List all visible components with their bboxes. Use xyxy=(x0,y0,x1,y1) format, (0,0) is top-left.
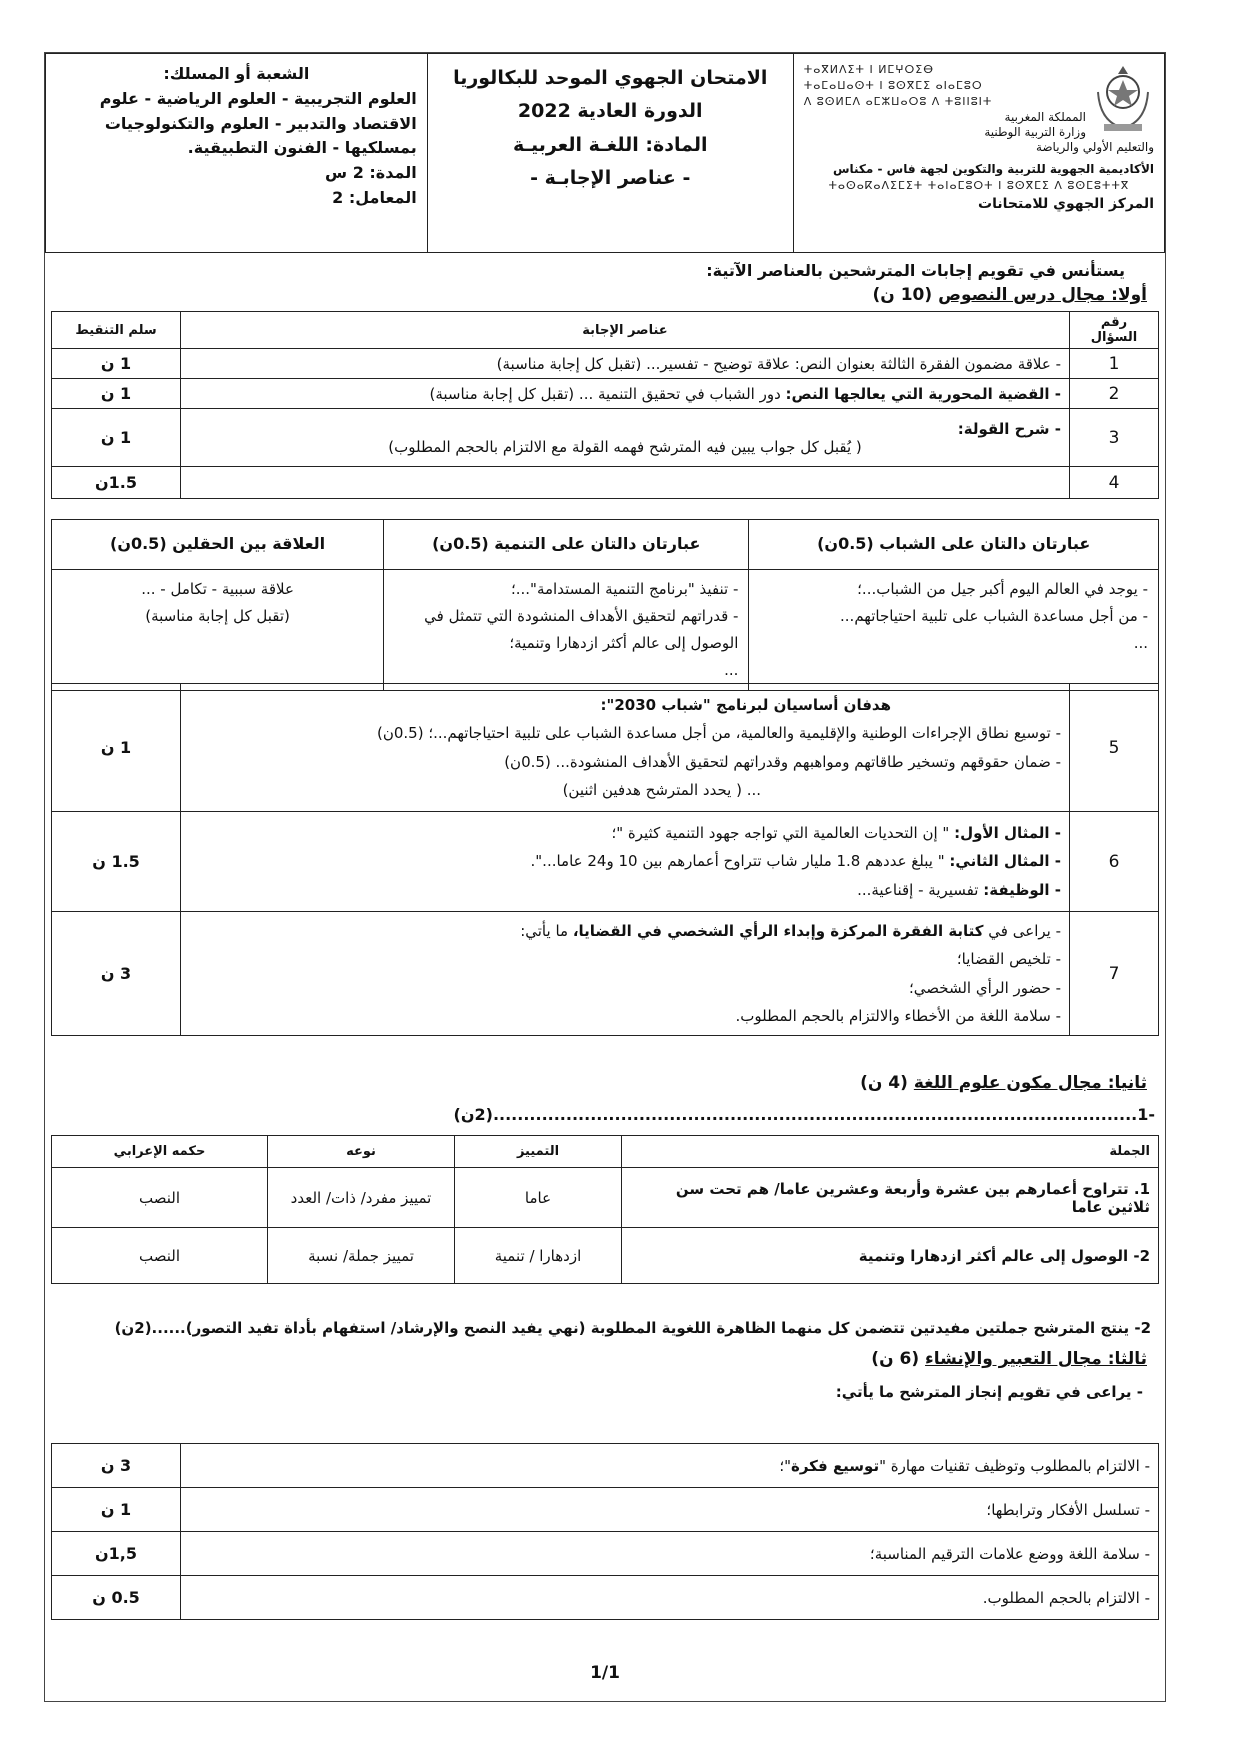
criterion-value: "؛ xyxy=(779,1456,791,1475)
section-3-note: - يراعى في تقويم إنجاز المترشح ما يأتي: xyxy=(835,1383,1143,1401)
answer-value: " يبلغ عددهم 1.8 مليار شاب تتراوح أعمارهم بين 10 و24 عاما...". xyxy=(530,852,950,871)
criterion-text xyxy=(181,1444,1159,1488)
list-item: - قدراتهم لتحقيق الأهداف المنشودة التي تتمثل في الوصول إلى عالم أكثر ازدهارا وتنمية؛ xyxy=(424,607,739,652)
grammar-table xyxy=(51,1135,1159,1284)
ministry-line-3: والتعليم الأولي والرياضة xyxy=(1035,139,1154,154)
table-row xyxy=(52,349,1159,379)
type-cell: تمييز جملة/ نسبة xyxy=(268,1228,455,1284)
list-item: - يوجد في العالم اليوم أكبر جيل من الشباب...؛ xyxy=(857,580,1148,598)
table-row xyxy=(52,379,1159,409)
answer-label: هدفان أساسيان لبرنامج "شباب 2030": xyxy=(600,695,891,714)
answer-text xyxy=(181,409,1070,467)
answer-value: تفسيرية - إقناعية... xyxy=(857,880,984,899)
answer-label: - المثال الثاني: xyxy=(949,852,1061,871)
col-question-number: رقم السؤال xyxy=(1070,312,1159,349)
item-1-dots: .......................................................................................................... xyxy=(492,1105,1138,1124)
answer-value: ( يُقبل كل جواب يبين فيه المترشح فهمه القولة مع الالتزام بالحجم المطلوب) xyxy=(388,437,862,456)
answer-label: - القضية المحورية التي يعالجها النص: xyxy=(785,384,1061,403)
answer-line: ... ( يحدد المترشح هدفين اثنين) xyxy=(562,781,761,799)
exam-title: الامتحان الجهوي الموحد للبكالوريا xyxy=(453,67,768,89)
answer-text xyxy=(181,467,1070,499)
case-cell: النصب xyxy=(52,1168,268,1228)
table-row xyxy=(52,812,1159,912)
answer-text xyxy=(181,912,1070,1036)
section-2-points: (4 ن) xyxy=(860,1073,908,1093)
exam-center-name: المركز الجهوي للامتحانات xyxy=(978,196,1154,213)
col-answer-elements: عناصر الإجابة xyxy=(181,312,1070,349)
answer-label: - المثال الأول: xyxy=(954,823,1061,842)
item-1-score: (2ن) xyxy=(453,1105,493,1124)
answer-label: - الوظيفة: xyxy=(983,880,1061,899)
col-score: سلم التنقيط xyxy=(52,312,181,349)
section-3-title: ثالثا: مجال التعبير والإنشاء xyxy=(925,1349,1147,1369)
section-1-heading xyxy=(873,285,1148,305)
criterion-text: - سلامة اللغة ووضع علامات الترقيم المناسبة؛ xyxy=(181,1532,1159,1576)
tifinagh-line-4: ⵜⴰⵙⴰⴽⴰⴷⵉⵎⵉⵜ ⵜⴰⵏⴰⵎⵓⵔⵜ ⵏ ⵓⵙⴳⵎⵉ ⴷ ⵓⵙⵎⵓⵜⵜⴳ xyxy=(828,179,1130,193)
item-2-score: ......(2ن) xyxy=(114,1319,186,1337)
criterion-text: - تسلسل الأفكار وترابطها؛ xyxy=(181,1488,1159,1532)
ministry-line-1: المملكة المغربية xyxy=(1004,109,1086,124)
item-2-instruction: 2- ينتج المترشح جملتين مفيدتين تتضمن كل منهما الظاهرة اللغوية المطلوبة xyxy=(585,1319,1151,1337)
exam-header xyxy=(45,53,1165,253)
exam-page xyxy=(44,52,1166,1702)
answer-line: - تلخيص القضايا؛ xyxy=(956,950,1061,968)
question-number: 2 xyxy=(1070,379,1159,409)
section-1-title: أولا: مجال درس النصوص xyxy=(938,285,1147,305)
table-row xyxy=(52,1168,1159,1228)
answers-label: - عناصر الإجابـة - xyxy=(530,166,691,189)
tifinagh-line-2: ⵜⴰⵎⴰⵡⴰⵙⵜ ⵏ ⵓⵙⴳⵎⵉ ⴰⵏⴰⵎⵓⵔ xyxy=(803,78,983,92)
question-number: 1 xyxy=(1070,349,1159,379)
question-number: 7 xyxy=(1070,912,1159,1036)
question-number: 6 xyxy=(1070,812,1159,912)
tifinagh-line-1: ⵜⴰⴳⵍⴷⵉⵜ ⵏ ⵍⵎⵖⵔⵉⴱ xyxy=(803,63,934,76)
table-row xyxy=(52,1576,1159,1620)
answer-line: - توسيع نطاق الإجراءات الوطنية والإقليمية والعالمية، من أجل مساعدة الشباب على تلبية احتياجاتهم...؛ (0.5ن) xyxy=(376,724,1061,742)
question-number: 5 xyxy=(1070,684,1159,812)
criterion-label: توسيع فكرة xyxy=(790,1456,880,1475)
answer-text xyxy=(181,379,1070,409)
answer-value: - يراعى في xyxy=(983,921,1061,940)
score-value: 1 ن xyxy=(52,1488,181,1532)
answer-label: - شرح القولة: xyxy=(957,419,1061,438)
type-cell: تمييز مفرد/ ذات/ العدد xyxy=(268,1168,455,1228)
branch-line-3: بمسلكيها - الفنون التطبيقية. xyxy=(187,138,417,158)
list-item: - من أجل مساعدة الشباب على تلبية احتياجاتهم... xyxy=(840,607,1148,625)
answer-text: - علاقة مضمون الفقرة الثالثة بعنوان النص: علاقة توضيح - تفسير... (تقبل كل إجابة مناسبة) xyxy=(181,349,1070,379)
list-item: ... xyxy=(724,661,739,679)
table-row xyxy=(52,1444,1159,1488)
col-type: نوعه xyxy=(268,1136,455,1168)
answers-table-1 xyxy=(51,311,1159,499)
criterion-value: - الالتزام بالمطلوب وتوظيف تقنيات مهارة " xyxy=(879,1456,1150,1475)
development-expressions xyxy=(384,570,749,691)
score-value: 1 ن xyxy=(52,684,181,812)
tamyiz-cell: عاما xyxy=(455,1168,622,1228)
answer-text xyxy=(181,684,1070,812)
header-exam-info xyxy=(427,54,793,253)
section-3-points: (6 ن) xyxy=(871,1349,920,1369)
list-item: ... xyxy=(1133,634,1148,652)
expression-table xyxy=(51,1443,1159,1620)
exam-duration: المدة: 2 س xyxy=(325,163,417,183)
header-branch xyxy=(46,54,428,253)
score-value: 3 ن xyxy=(52,912,181,1036)
table-row xyxy=(52,467,1159,499)
score-value: 3 ن xyxy=(52,1444,181,1488)
score-value: 0.5 ن xyxy=(52,1576,181,1620)
table-row xyxy=(52,1488,1159,1532)
score-value: 1,5ن xyxy=(52,1532,181,1576)
exam-subject: المادة: اللغـة العربيـة xyxy=(512,133,708,156)
tifinagh-line-3: ⴷ ⵓⵙⵍⵎⴷ ⴰⵎⵣⵡⴰⵔⵓ ⴷ ⵜⵓⵏⵏⵓⵏⵜ xyxy=(803,94,993,108)
answers-table-2 xyxy=(51,683,1159,1036)
score-value: 1 ن xyxy=(52,409,181,467)
table-row xyxy=(52,1228,1159,1284)
development-header: عبارتان دالتان على التنمية (0.5ن) xyxy=(384,520,749,570)
moroccan-emblem-icon xyxy=(1092,62,1154,136)
section-2-title: ثانيا: مجال مكون علوم اللغة xyxy=(913,1073,1147,1093)
score-value: 1 ن xyxy=(52,349,181,379)
list-item: - تنفيذ "برنامج التنمية المستدامة"...؛ xyxy=(510,580,739,598)
section-2-heading xyxy=(860,1073,1147,1093)
branch-line-1: العلوم التجريبية - العلوم الرياضية - علوم xyxy=(99,88,417,108)
header-ministry xyxy=(793,54,1164,253)
col-tamyiz: التمييز xyxy=(455,1136,622,1168)
relation-header: العلاقة بين الحقلين (0.5ن) xyxy=(52,520,384,570)
answer-value: " إن التحديات العالمية التي تواجه جهود التنمية كثيرة "؛ xyxy=(611,823,955,842)
youth-header: عبارتان دالتان على الشباب (0.5ن) xyxy=(749,520,1159,570)
answer-value: ما يأتي: xyxy=(520,921,573,940)
tamyiz-cell: ازدهارا / تنمية xyxy=(455,1228,622,1284)
question-number: 4 xyxy=(1070,467,1159,499)
col-sentence: الجملة xyxy=(622,1136,1159,1168)
item-1-line xyxy=(65,1105,1155,1124)
answer-line: - سلامة اللغة من الأخطاء والالتزام بالحجم المطلوب. xyxy=(735,1007,1061,1025)
item-2-text xyxy=(115,1319,1151,1337)
relation-answer xyxy=(52,570,384,691)
branch-line-2: الاقتصاد والتدبير - العلوم والتكنولوجيات xyxy=(104,113,417,133)
table-row xyxy=(52,684,1159,812)
answer-line: - ضمان حقوقهم وتسخير طاقاتهم ومواهبهم وقدراتهم لتحقيق الأهداف المنشودة... (0.5ن) xyxy=(504,752,1061,771)
youth-expressions xyxy=(749,570,1159,691)
answer-text xyxy=(181,812,1070,912)
academy-name: الأكاديمية الجهوية للتربية والتكوين لجهة فاس - مكناس xyxy=(832,161,1154,176)
page-number: 1/1 xyxy=(590,1663,620,1683)
table-row xyxy=(52,912,1159,1036)
exam-coefficient: المعامل: 2 xyxy=(332,187,417,207)
section-1-points: (10 ن) xyxy=(872,285,933,305)
branch-label: الشعبة أو المسلك: xyxy=(163,64,310,83)
sentence-cell: 1. تتراوح أعمارهم بين عشرة وأربعة وعشرين عاما/ هم تحت سن ثلاثين عاما xyxy=(622,1168,1159,1228)
intro-text: يستأنس في تقويم إجابات المترشحين بالعناصر الآتية: xyxy=(706,261,1125,280)
table-row xyxy=(52,409,1159,467)
criterion-text: - الالتزام بالحجم المطلوب. xyxy=(181,1576,1159,1620)
list-item: (تقبل كل إجابة مناسبة) xyxy=(145,607,290,625)
question-number: 3 xyxy=(1070,409,1159,467)
item-1-number: -1 xyxy=(1137,1105,1155,1124)
answer-line: - حضور الرأي الشخصي؛ xyxy=(909,978,1061,997)
score-value: 1.5ن xyxy=(52,467,181,499)
table-row xyxy=(52,1532,1159,1576)
q4-fields-table xyxy=(51,519,1159,691)
col-case: حكمه الإعرابي xyxy=(52,1136,268,1168)
section-3-heading xyxy=(871,1349,1147,1369)
exam-session: الدورة العادية 2022 xyxy=(517,100,703,123)
case-cell: النصب xyxy=(52,1228,268,1284)
answer-value: دور الشباب في تحقيق التنمية ... (تقبل كل إجابة مناسبة) xyxy=(429,384,786,403)
list-item: علاقة سببية - تكامل - ... xyxy=(141,580,294,598)
ministry-line-2: وزارة التربية الوطنية xyxy=(984,124,1086,139)
score-value: 1 ن xyxy=(52,379,181,409)
item-2-phenomenon: (نهي يفيد النصح والإرشاد/ استفهام بأداة تفيد التصور) xyxy=(185,1319,586,1337)
answer-label: كتابة الفقرة المركزة وإبداء الرأي الشخصي في القضايا، xyxy=(572,921,984,940)
sentence-cell: 2- الوصول إلى عالم أكثر ازدهارا وتنمية xyxy=(622,1228,1159,1284)
score-value: 1.5 ن xyxy=(52,812,181,912)
